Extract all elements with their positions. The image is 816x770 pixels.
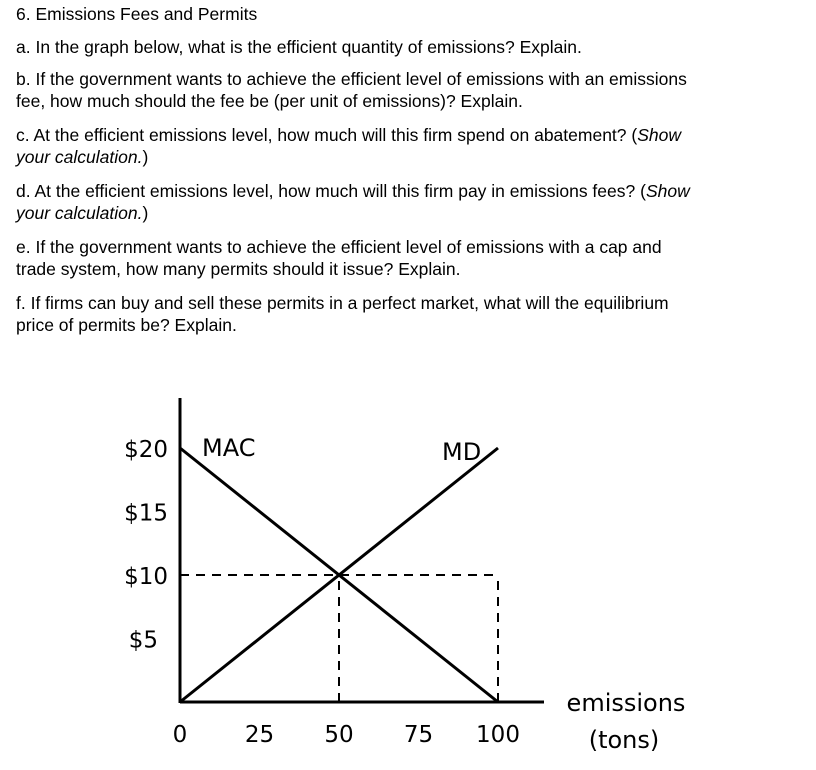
- question-b-line1: b. If the government wants to achieve the efficient level of emissions with an emissions: [16, 69, 687, 89]
- question-d-line1: d. At the efficient emissions level, how much will this firm pay in emissions fees? (Show: [16, 181, 690, 201]
- question-b: [16, 68, 806, 112]
- question-c-line1: c. At the efficient emissions level, how much will this firm spend on abatement? (Show: [16, 125, 681, 145]
- question-d-line2: your calculation.): [16, 203, 149, 223]
- mac-label: MAC: [202, 434, 256, 462]
- y-tick-label: $10: [124, 564, 168, 590]
- question-f-line1: f. If firms can buy and sell these permits in a perfect market, what will the equilibrium: [16, 293, 669, 313]
- question-c-line2: your calculation.): [16, 147, 149, 167]
- emissions-chart: [0, 370, 816, 770]
- question-d: [16, 180, 806, 224]
- y-tick-label: $15: [124, 500, 168, 527]
- section-title: 6. Emissions Fees and Permits: [16, 4, 258, 24]
- question-f-line2: price of permits be? Explain.: [16, 315, 237, 335]
- x-axis-label-line2: (tons): [588, 726, 660, 754]
- x-axis-label-line1: emissions: [566, 689, 686, 717]
- question-e-line1: e. If the government wants to achieve the efficient level of emissions with a cap and: [16, 237, 662, 257]
- x-tick-label: 0: [172, 722, 188, 748]
- y-tick-label: $20: [124, 437, 168, 463]
- question-b-line2: fee, how much should the fee be (per unit of emissions)? Explain.: [16, 91, 523, 111]
- x-tick-label: 75: [403, 722, 434, 748]
- y-tick-label: $5: [128, 627, 158, 654]
- x-tick-label: 25: [244, 722, 275, 748]
- question-f: [16, 292, 806, 336]
- md-label: MD: [442, 438, 482, 466]
- x-tick-label: 50: [324, 722, 354, 748]
- question-a: a. In the graph below, what is the efficient quantity of emissions? Explain.: [16, 37, 582, 57]
- question-e: [16, 236, 806, 280]
- x-tick-label: 100: [476, 722, 520, 748]
- question-e-line2: trade system, how many permits should it issue? Explain.: [16, 259, 461, 279]
- question-c: [16, 124, 806, 168]
